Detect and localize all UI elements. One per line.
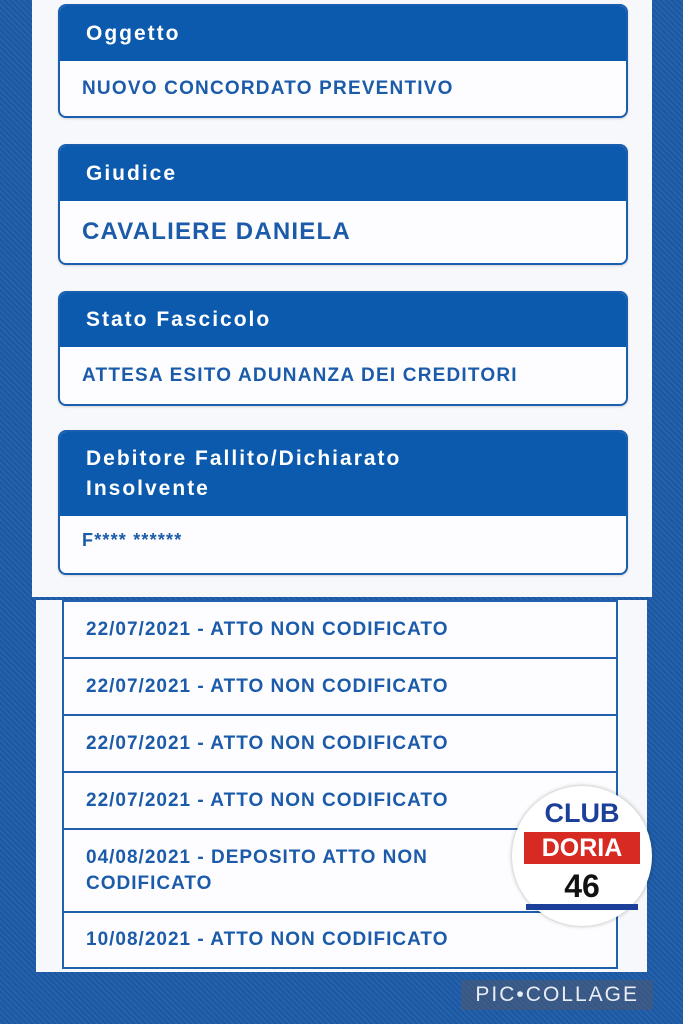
logo-club-text: CLUB [544,798,620,828]
logo-doria-text: DORIA [524,832,640,864]
giudice-card [58,144,628,265]
case-details-panel [32,0,652,597]
pic-collage-watermark: PIC•COLLAGE [461,980,653,1010]
stato-fascicolo-label: Stato Fascicolo [60,293,626,347]
giudice-value: CAVALIERE DANIELA [82,218,351,245]
oggetto-label: Oggetto [60,6,626,61]
history-item[interactable]: 22/07/2021 - ATTO NON CODIFICATO [62,773,618,830]
debitore-label: Debitore Fallito/Dichiarato Insolvente [60,432,626,516]
oggetto-card [58,4,628,118]
history-item[interactable]: 22/07/2021 - ATTO NON CODIFICATO [62,716,618,773]
debitore-card [58,430,628,575]
stato-fascicolo-card [58,291,628,406]
logo-number-text: 46 [564,868,600,904]
history-item[interactable]: 04/08/2021 - DEPOSITO ATTO NON CODIFICATO [62,830,618,913]
logo-stripe [526,904,638,910]
history-item[interactable]: 22/07/2021 - ATTO NON CODIFICATO [62,600,618,659]
giudice-label: Giudice [60,146,626,201]
history-item[interactable]: 10/08/2021 - ATTO NON CODIFICATO [62,913,618,969]
club-doria-46-logo [512,786,652,926]
stato-fascicolo-value: ATTESA ESITO ADUNANZA DEI CREDITORI [82,364,518,386]
oggetto-value: NUOVO CONCORDATO PREVENTIVO [82,77,454,99]
history-item[interactable]: 22/07/2021 - ATTO NON CODIFICATO [62,659,618,716]
debitore-value: F**** ****** [82,530,183,550]
